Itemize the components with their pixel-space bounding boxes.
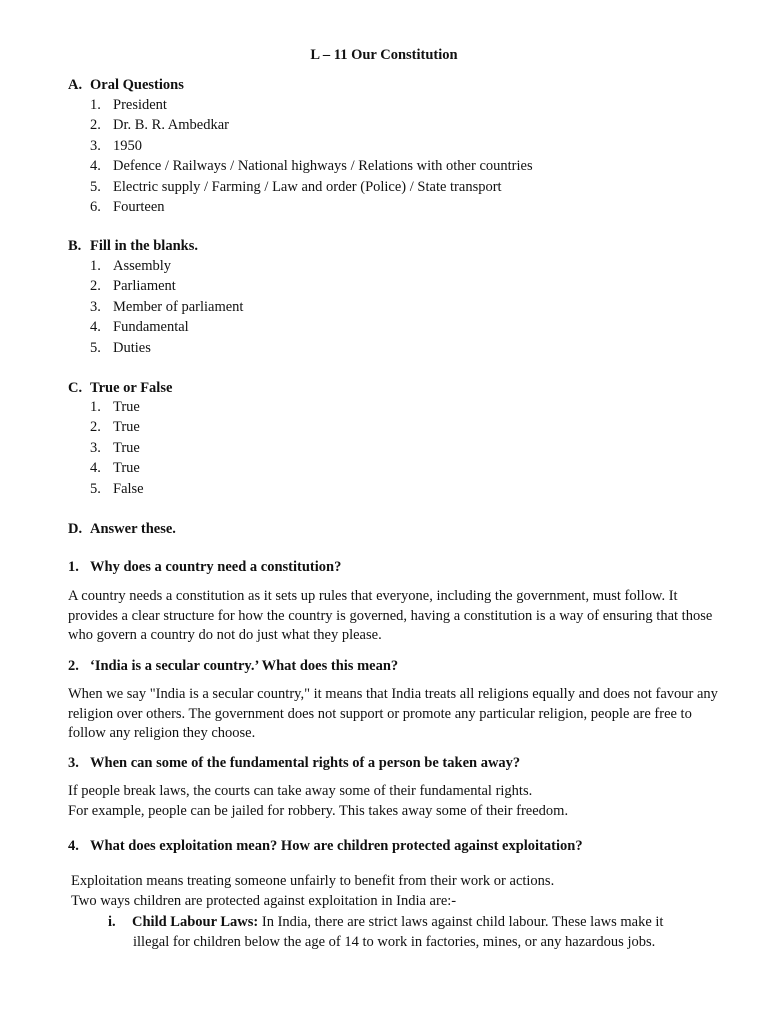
question-1: 1. Why does a country need a constitution? — [68, 559, 342, 575]
section-c-letter: C. — [68, 380, 83, 396]
list-item: 2. Parliament — [90, 278, 176, 295]
section-a-title: Oral Questions — [90, 77, 184, 93]
list-item: 3. Member of parliament — [90, 298, 244, 315]
section-b-title: Fill in the blanks. — [90, 238, 198, 254]
section-d-heading — [68, 519, 176, 539]
page-title: L – 11 Our Constitution — [310, 47, 458, 63]
list-item: 4. True — [90, 460, 140, 477]
section-a-heading — [68, 75, 184, 95]
list-item: 4. Defence / Railways / National highways / Relations with other countries — [90, 158, 533, 175]
question-4: 4. What does exploitation mean? How are children protected against exploitation? — [68, 838, 583, 854]
section-c-title: True or False — [90, 380, 173, 396]
oral-questions-list — [90, 95, 533, 217]
answer-1: A country needs a constitution as it sets up rules that everyone, including the government, must follow. It provides a clear structure for how the country is governed, having a constitution is a way of ensuring that those who govern a country do not do just what they please. — [68, 588, 713, 644]
section-a-letter: A. — [68, 77, 83, 93]
section-d-letter: D. — [68, 521, 83, 537]
subpoint-child-labour-laws: i. Child Labour Laws: In India, there are strict laws against child labour. These laws make it illegal for children below the age of 14 to work in factories, mines, or any hazardous jobs. — [108, 914, 664, 950]
list-item: 4. Fundamental — [90, 319, 189, 336]
list-item: 1. Assembly — [90, 258, 171, 274]
list-item: 5. False — [90, 480, 144, 497]
list-item: 1. President — [90, 97, 167, 113]
list-item: 5. Electric supply / Farming / Law and order (Police) / State transport — [90, 178, 502, 195]
section-b-heading — [68, 236, 198, 256]
list-item: 3. 1950 — [90, 137, 142, 154]
answer-2: When we say "India is a secular country," it means that India treats all religions equally and does not favour any religion over others. The government does not support or promote any particular religion, people are free to follow any religion they choose. — [68, 686, 718, 742]
section-d-title: Answer these. — [90, 521, 176, 537]
list-item: 2. Dr. B. R. Ambedkar — [90, 117, 229, 134]
section-c-heading — [68, 378, 172, 398]
question-2: 2. ‘India is a secular country.’ What does this mean? — [68, 658, 399, 674]
list-item: 1. True — [90, 399, 140, 415]
answer-3: If people break laws, the courts can take away some of their fundamental rights. For example, people can be jailed for robbery. This takes away some of their freedom. — [68, 783, 569, 819]
question-3: 3. When can some of the fundamental rights of a person be taken away? — [68, 755, 521, 771]
list-item: 5. Duties — [90, 339, 151, 356]
section-b-letter: B. — [68, 238, 82, 254]
list-item: 6. Fourteen — [90, 198, 165, 215]
fill-blanks-list — [90, 256, 243, 358]
list-item: 2. True — [90, 419, 140, 436]
list-item: 3. True — [90, 439, 140, 456]
answer-4: Exploitation means treating someone unfairly to benefit from their work or actions. Two ways children are protected against exploitation in India are:- — [71, 873, 555, 909]
true-false-list — [90, 397, 144, 499]
